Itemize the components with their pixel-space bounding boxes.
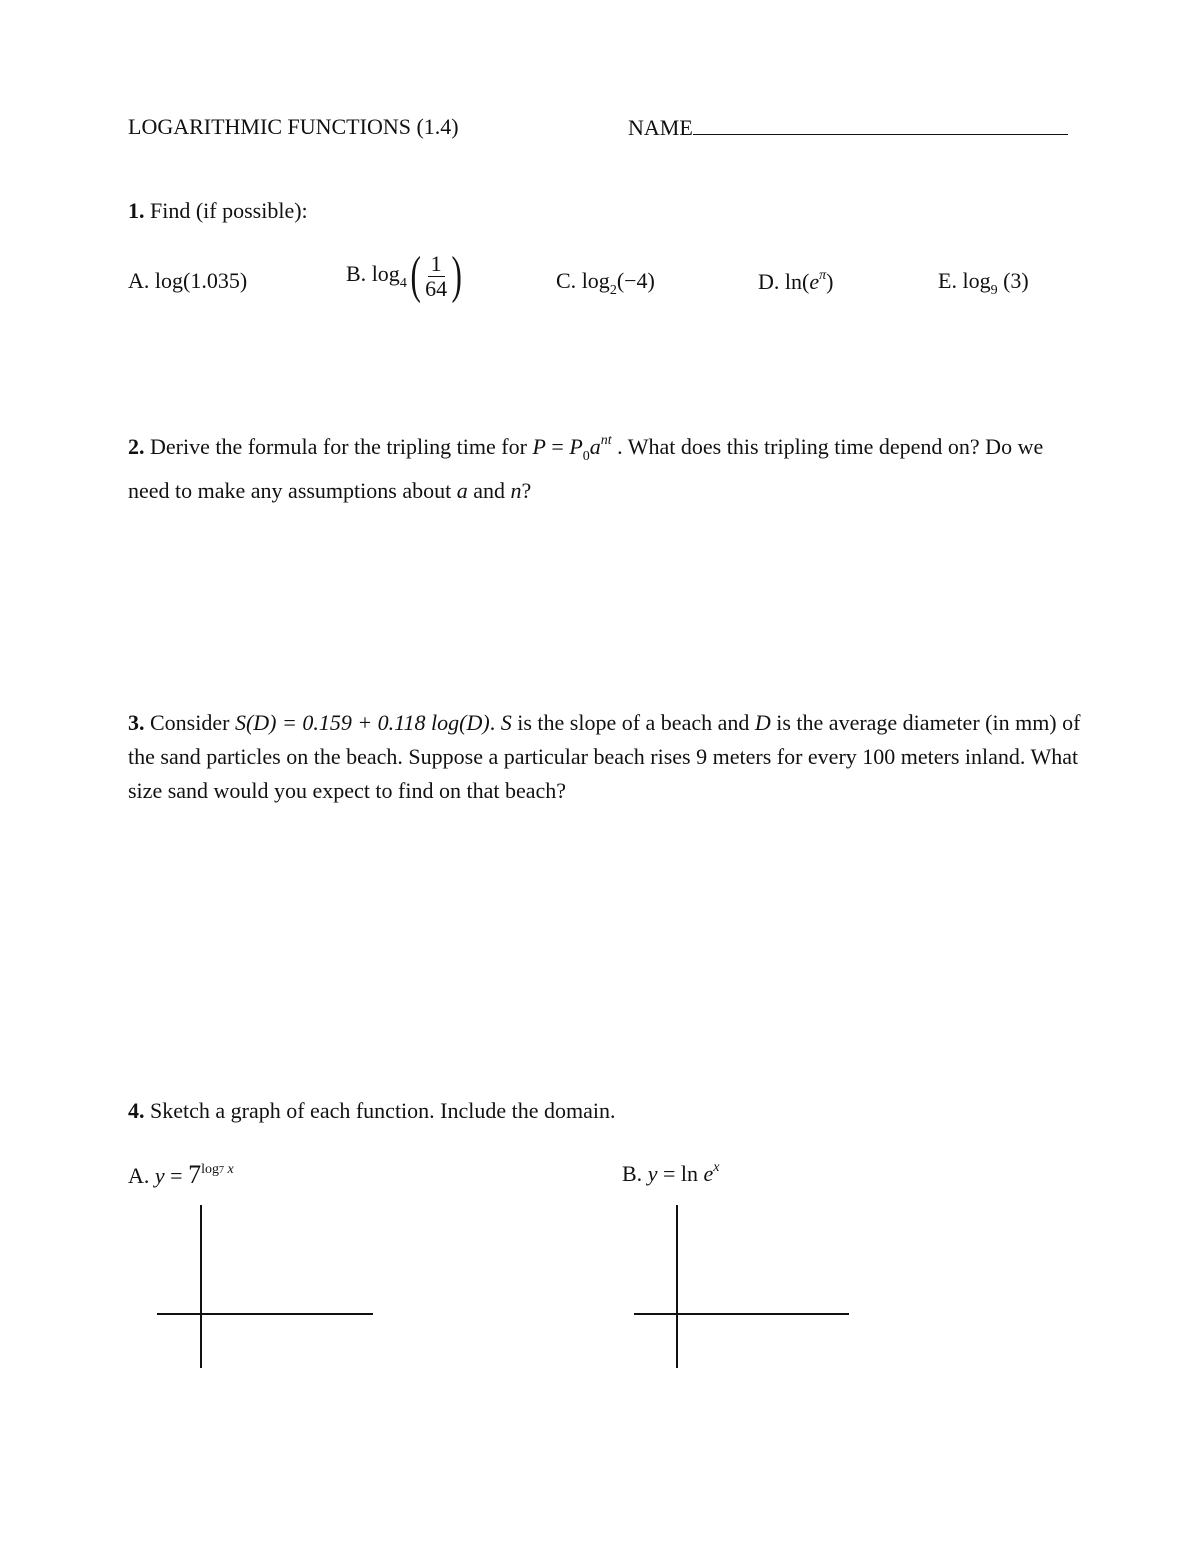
question-1-part-e <box>938 268 1029 299</box>
part-c-label: C. <box>556 268 577 293</box>
q4-part-b-label: B. <box>622 1161 643 1186</box>
q2-var-a: a <box>456 478 468 503</box>
q4-part-b-eq: = ln <box>657 1161 704 1186</box>
q4-part-a-power-fn: log <box>201 1162 219 1177</box>
question-3-text-2: . <box>489 710 501 735</box>
q2-formula-sub: 0 <box>582 449 590 464</box>
q2-formula-p: P <box>569 434 583 459</box>
question-2-text-4: ? <box>521 478 532 503</box>
part-a-expression: log(1.035) <box>154 268 248 293</box>
left-paren-icon: ( <box>410 247 421 304</box>
question-2-number: 2. <box>128 434 145 459</box>
q4-part-a-power <box>201 1162 234 1177</box>
question-4-text: Sketch a graph of each function. Include the domain. <box>150 1098 616 1123</box>
q2-formula-power: nt <box>600 433 612 448</box>
question-1-number: 1. <box>128 198 145 223</box>
question-2-text-3: and <box>467 478 511 503</box>
part-d-label: D. <box>758 269 780 294</box>
q3-var-s: S <box>500 710 512 735</box>
name-field[interactable] <box>628 114 1068 141</box>
part-c-base: 2 <box>609 283 617 298</box>
question-1-part-d: D. $\ln(e^\pi)$ <box>758 268 834 294</box>
q4-part-a-power-base: 7 <box>218 1165 224 1176</box>
part-b-fn: log <box>371 261 400 287</box>
question-1-text: Find (if possible): <box>150 198 308 223</box>
part-b-fraction <box>425 252 447 301</box>
name-label: NAME <box>628 115 693 140</box>
graph-a-x-axis <box>157 1313 373 1315</box>
right-paren-icon: ) <box>451 247 463 304</box>
part-e-arg: (3) <box>1003 268 1029 293</box>
question-3-text-3: is the slope of a beach and <box>511 710 755 735</box>
question-1-prompt <box>128 198 308 224</box>
graph-b-x-axis <box>634 1313 849 1315</box>
question-3-text-1: Consider <box>150 710 235 735</box>
worksheet-title: LOGARITHMIC FUNCTIONS (1.4) <box>128 114 459 139</box>
q4-part-a-eq: = <box>164 1163 189 1188</box>
part-c-arg: (−4) <box>616 268 655 293</box>
question-2-text-1: Derive the formula for the tripling time for <box>150 434 533 459</box>
part-e-label: E. <box>938 268 957 293</box>
part-b-base: 4 <box>399 276 407 292</box>
question-1-part-c <box>556 268 655 299</box>
q4-part-b-e: e <box>703 1161 714 1186</box>
name-blank-line[interactable] <box>693 114 1068 135</box>
question-4-part-a <box>128 1160 234 1190</box>
q2-formula-eq: = <box>545 434 570 459</box>
question-3-text-4: is the average diameter (in mm) of the sand particles on the beach. Suppose a particular beach rises 9 meters for every 100 meters inland. What size sand would you expect to find on that beach? <box>128 710 1081 803</box>
part-b-numerator: 1 <box>428 252 445 277</box>
part-e-fn: log <box>962 268 991 293</box>
q4-part-a-label: A. <box>128 1163 150 1188</box>
part-d-fn: ln <box>784 269 803 294</box>
q2-formula-lhs: P <box>532 434 546 459</box>
part-e-base: 9 <box>990 283 998 298</box>
q3-var-d: D <box>754 710 771 735</box>
question-4-prompt <box>128 1098 616 1124</box>
q2-formula-a: a <box>589 434 601 459</box>
question-2 <box>128 424 1088 508</box>
q4-part-a-power-var: x <box>223 1162 234 1177</box>
q3-formula: S(D) = 0.159 + 0.118 log(D) <box>234 710 490 735</box>
part-b-label: B. <box>346 261 367 287</box>
question-1-part-a <box>128 268 247 294</box>
question-3-number: 3. <box>128 710 145 735</box>
part-c-fn: log <box>581 268 610 293</box>
part-b-denominator: 64 <box>425 275 448 301</box>
question-4-number: 4. <box>128 1098 145 1123</box>
part-d-power: π <box>819 268 827 283</box>
q4-part-b-lhs: y <box>647 1161 658 1186</box>
q4-part-a-base: 7 <box>188 1160 202 1189</box>
q4-part-a-lhs: y <box>154 1163 165 1188</box>
graph-b-y-axis <box>676 1205 678 1368</box>
q4-part-b-power: x <box>713 1160 720 1175</box>
question-3 <box>128 706 1088 808</box>
question-4-part-b <box>622 1160 719 1187</box>
question-1-part-b <box>346 247 465 304</box>
part-d-e: e <box>809 269 820 294</box>
graph-a-y-axis <box>200 1205 202 1368</box>
q2-var-n: n <box>510 478 522 503</box>
question-2-text-2: . What does this tripling time depend on? Do we need to make any assumptions about <box>128 434 1044 503</box>
part-a-label: A. <box>128 268 150 293</box>
